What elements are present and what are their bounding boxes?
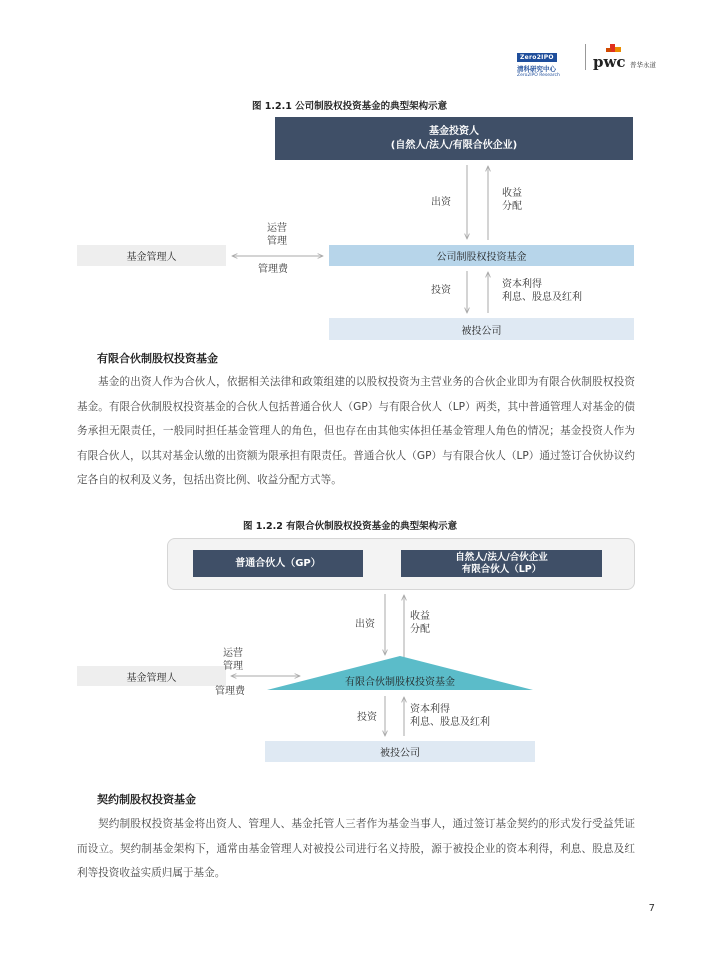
fig2-label-invest: 出资: [355, 619, 375, 630]
fig2-gp-box: 普通合伙人（GP）: [193, 550, 363, 577]
fig1-label-fee: 管理费: [258, 264, 288, 275]
fig1-label-ops-line2: 管理: [267, 236, 287, 247]
fig1-fund-box: 公司制股权投资基金: [329, 245, 634, 266]
section1-title: 有限合伙制股权投资基金: [97, 352, 218, 365]
fig2-label-profit-line2: 利息、股息及红利: [410, 717, 490, 728]
fig1-manager-box: 基金管理人: [77, 245, 226, 266]
fig2-label-ops-line1: 运营: [223, 648, 243, 659]
fig2-manager-box: 基金管理人: [77, 666, 226, 686]
fig2-label-return-line1: 收益: [410, 611, 430, 622]
fig2-label-equity: 投资: [357, 712, 377, 723]
figure1-title: 图 1.2.1 公司制股权投资基金的典型架构示意: [252, 101, 448, 112]
fig1-label-invest: 出资: [431, 197, 451, 208]
fig2-invested-box: 被投公司: [265, 741, 535, 762]
figure2-title: 图 1.2.2 有限合伙制股权投资基金的典型架构示意: [243, 521, 458, 532]
fig1-label-ops-line1: 运营: [267, 223, 287, 234]
zero2ipo-logo-en: Zero2IPO Research: [517, 73, 560, 78]
fig2-lp-line2: 有限合伙人（LP）: [461, 563, 542, 575]
fig2-fund-label: 有限合伙制股权投资基金: [345, 677, 455, 688]
zero2ipo-logo-cn: 清科研究中心: [517, 65, 556, 73]
fig2-lp-line1: 自然人/法人/合伙企业: [455, 551, 548, 563]
section1-paragraph: 基金的出资人作为合伙人，依据相关法律和政策组建的以股权投资为主营业务的合伙企业即为有限合伙制股权投资基金。有限合伙制股权投资基金的合伙人包括普通合伙人（GP）与有限合伙人（LP）两类，其中普通管理人对基金的债务承担无限责任，一般同时担任基金管理人的角色，但也存在由其他实体担任基金管理人角色的情况；基金投资人作为有限合伙人，以其对基金认缴的出资额为限承担有限责任。普通合伙人（GP）与有限合伙人（LP）通过签订合伙协议约定各自的权利及义务，包括出资比例、收益分配方式等。: [77, 376, 635, 486]
pwc-logo-text: pwc: [593, 53, 626, 71]
fig2-label-ops-line2: 管理: [223, 661, 243, 672]
page-number: 7: [648, 903, 655, 914]
fig1-investor-line1: 基金投资人: [429, 125, 479, 137]
fig1-label-equity: 投资: [431, 285, 451, 296]
fig2-label-fee: 管理费: [215, 686, 245, 697]
section2-paragraph: 契约制股权投资基金将出资人、管理人、基金托管人三者作为基金当事人，通过签订基金契约的形式发行受益凭证而设立。契约制基金架构下，通常由基金管理人对被投公司进行名义持股，源于被投企业的资本利得，利息、股息及红利等投资收益实质归属于基金。: [77, 818, 635, 879]
fig2-label-return-line2: 分配: [410, 624, 430, 635]
fig1-label-return-line2: 分配: [502, 201, 522, 212]
fig1-invested-box: 被投公司: [329, 318, 634, 340]
zero2ipo-logo-mark: Zero2IPO: [517, 53, 557, 62]
section2-title: 契约制股权投资基金: [97, 793, 196, 806]
fig1-label-profit-line1: 资本利得: [502, 279, 542, 290]
pwc-logo-cn: 普华永道: [630, 61, 656, 69]
fig1-investor-line2: (自然人/法人/有限合伙企业): [390, 139, 518, 151]
fig2-label-profit-line1: 资本利得: [410, 704, 450, 715]
fig1-label-profit-line2: 利息、股息及红利: [502, 292, 582, 303]
fig1-label-return-line1: 收益: [502, 188, 522, 199]
